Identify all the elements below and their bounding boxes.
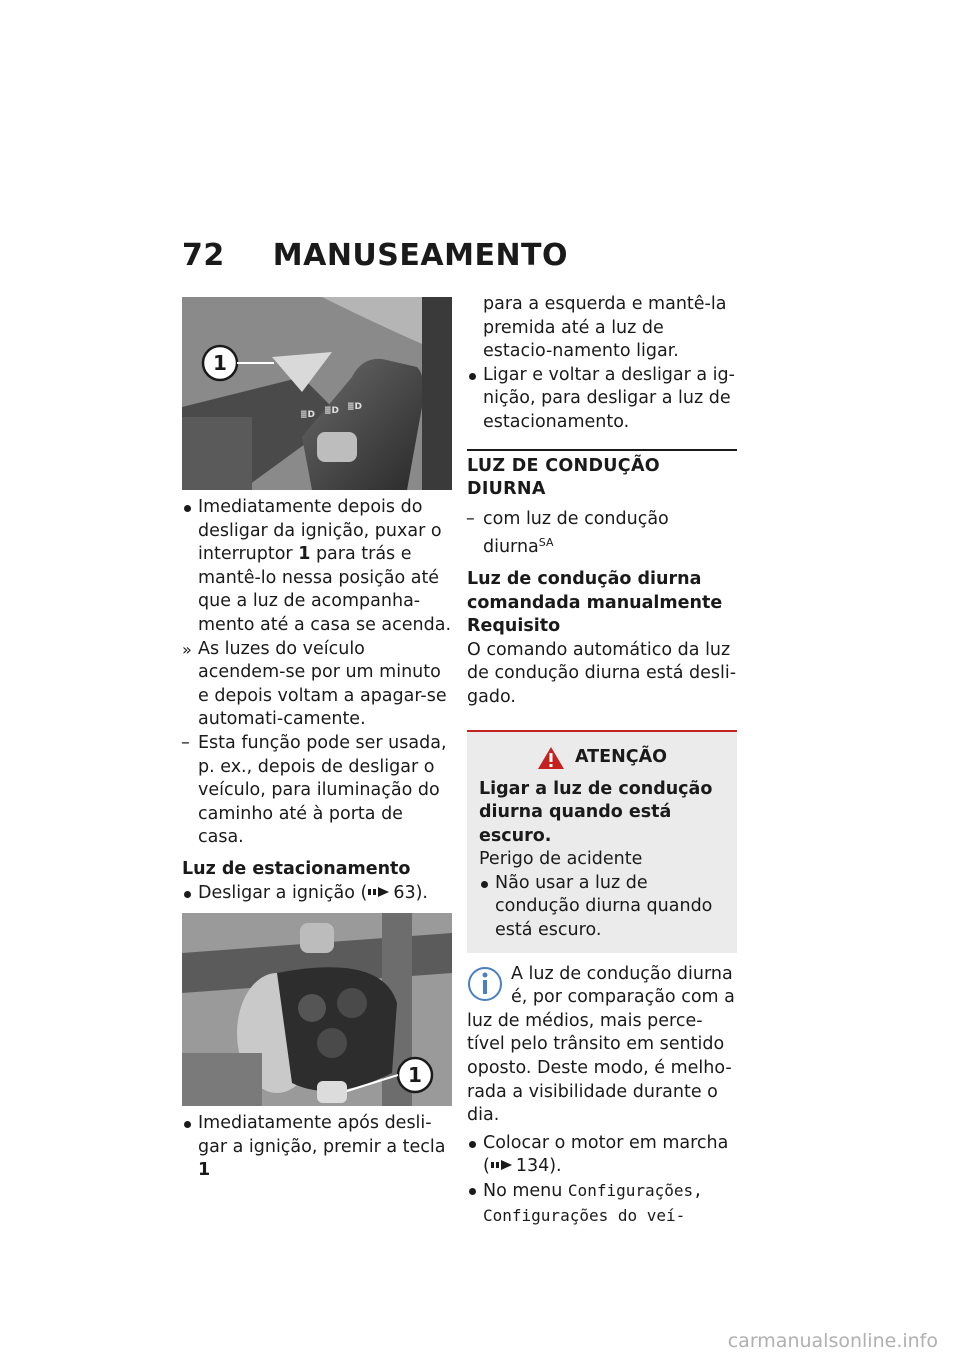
callout-1: 1 (213, 351, 227, 375)
warning-title: ATENÇÃO (575, 746, 667, 767)
section-title: LUZ DE CONDUÇÃO DIURNA (467, 449, 737, 502)
warning-box (467, 730, 737, 953)
step-menu: No menu Configurações, Configurações do veí- (483, 1181, 703, 1225)
warning-action: Não usar a luz de condução diurna quando está escuro. (495, 872, 713, 941)
menu-path: Configurações, Configurações do veí- (483, 1181, 703, 1225)
requirement-heading: Requisito (467, 616, 561, 637)
page-ref-icon (490, 1158, 516, 1172)
page-number: 72 (182, 238, 225, 273)
requirement-text: O comando automático da luz de condução diurna está desli-gado. (467, 639, 737, 707)
right-column (467, 293, 737, 1228)
page-title: MANUSEAMENTO (272, 238, 569, 273)
warning-risk: Perigo de acidente (479, 849, 643, 870)
switch-label-3: ≣D (347, 402, 363, 412)
note-item: Esta função pode ser usada, p. ex., depois de desligar o veículo, para iluminação do caminho até à porta de casa. (198, 732, 447, 848)
callout-1: 1 (408, 1063, 422, 1088)
page-ref[interactable]: 134 (515, 1156, 550, 1177)
info-text: A luz de condução diurna é, por comparação com a luz de médios, mais perce-tível pelo trânsito em sentido oposto. Deste modo, é melho-rada a visibilidade durante o dia. (467, 963, 735, 1126)
warning-header (479, 746, 725, 770)
subhead-manual-drl: Luz de condução diurna comandada manualmente (467, 568, 723, 613)
step-press-button: Imediatamente após desli-gar a ignição, premir a tecla 1 (198, 1113, 446, 1181)
step-follow-me-home: Imediatamente depois do desligar da ignição, puxar o interruptor 1 para trás e mantê-lo nessa posição até que a luz de acompanha-mento até a casa se acenda. (198, 497, 452, 635)
step-start-engine: Colocar o motor em marcha ( 134). (483, 1132, 729, 1177)
continued-text: para a esquerda e mantê-la premida até a luz de estacio-namento ligar. (483, 294, 727, 362)
left-column (182, 297, 452, 1183)
option-item: com luz de condução diurna$^{SA}$ (483, 508, 669, 558)
subhead-parking-light: Luz de estacionamento (182, 858, 411, 879)
photo-left-controls (182, 913, 452, 1106)
result-item: As luzes do veículo acendem-se por um minuto e depois voltam a apagar-se automati-camente. (198, 638, 447, 730)
warning-triangle-icon (537, 746, 565, 770)
step-ignition-cycle: Ligar e voltar a desligar a ig-nição, para desligar a luz de estacionamento. (483, 364, 735, 432)
switch-label-2: ≣D (324, 406, 340, 416)
warning-statement: Ligar a luz de condução diurna quando está escuro. (479, 778, 713, 846)
page-ref[interactable]: 63 (393, 882, 416, 903)
switch-label-1: ≣D (300, 410, 316, 420)
step-ignition-off: Desligar a ignição ( 63). (198, 882, 428, 903)
page-header (182, 238, 568, 273)
option-badge: SA (538, 536, 554, 550)
watermark: carmanualsonline.info (727, 1330, 938, 1352)
info-block (467, 963, 737, 1128)
page-ref-icon (367, 885, 393, 899)
photo-light-switch (182, 297, 452, 490)
info-icon (467, 965, 503, 1003)
